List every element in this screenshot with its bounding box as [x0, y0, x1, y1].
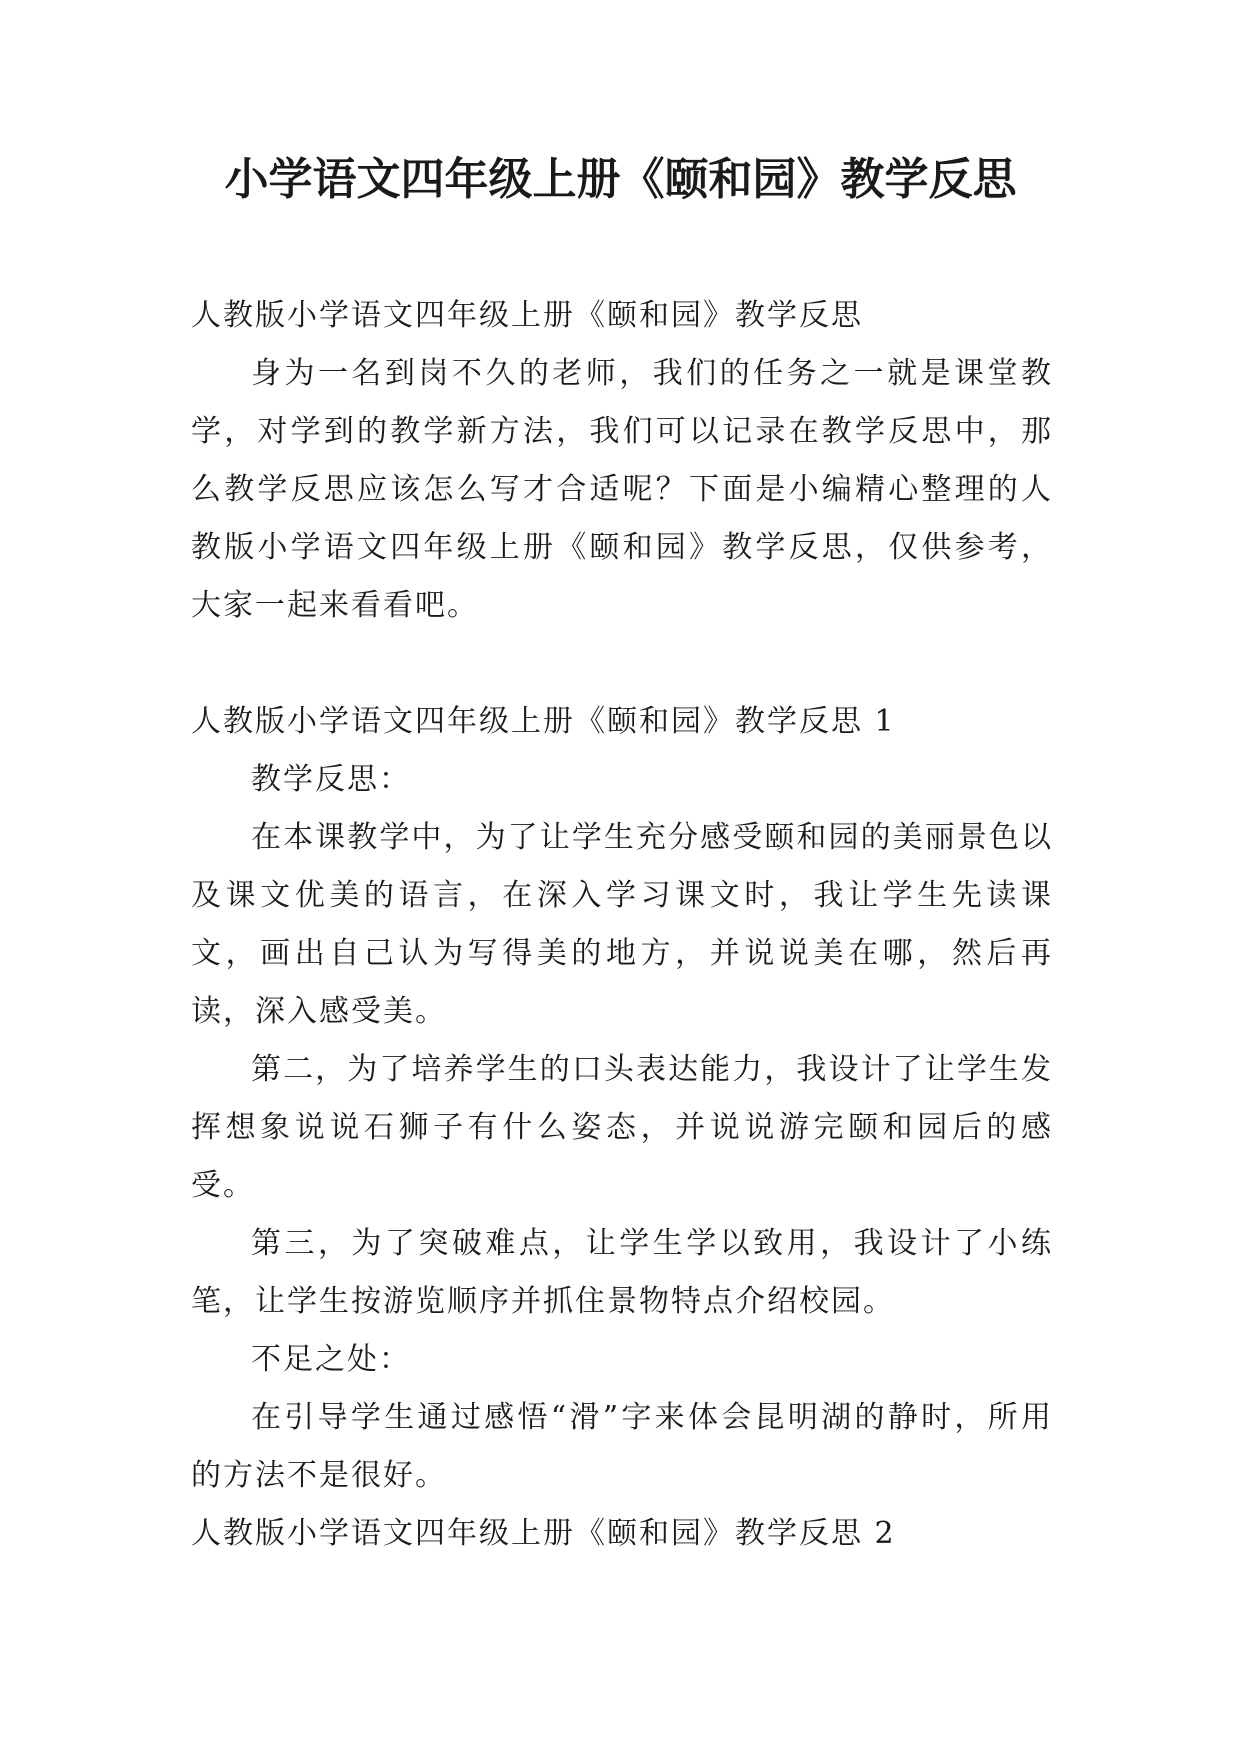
reflection-label: 教学反思： [251, 762, 411, 797]
shortcoming-paragraph: 在引导学生通过感悟“滑”字来体会昆明湖的静时，所用的方法不是很好。 [191, 1400, 1053, 1493]
body-paragraph: 第二，为了培养学生的口头表达能力，我设计了让学生发挥想象说说石狮子有什么姿态，并说说游完颐和园后的感受。 [191, 1052, 1053, 1203]
body-paragraph: 第三，为了突破难点，让学生学以致用，我设计了小练笔，让学生按游览顺序并抓住景物特点介绍校园。 [191, 1226, 1053, 1319]
document-title: 小学语文四年级上册《颐和园》教学反思 [224, 154, 1017, 205]
intro-heading: 人教版小学语文四年级上册《颐和园》教学反思 [191, 298, 863, 333]
body-paragraph: 在本课教学中，为了让学生充分感受颐和园的美丽景色以及课文优美的语言，在深入学习课文时，我让学生先读课文，画出自己认为写得美的地方，并说说美在哪，然后再读，深入感受美。 [191, 820, 1053, 1029]
document-body [191, 287, 1053, 1563]
intro-paragraph: 身为一名到岗不久的老师，我们的任务之一就是课堂教学，对学到的教学新方法，我们可以记录在教学反思中，那么教学反思应该怎么写才合适呢？下面是小编精心整理的人教版小学语文四年级上册《颐和园》教学反思，仅供参考，大家一起来看看吧。 [191, 356, 1053, 623]
section2-heading: 人教版小学语文四年级上册《颐和园》教学反思 2 [191, 1516, 896, 1551]
shortcoming-label: 不足之处： [251, 1342, 411, 1377]
section1-heading: 人教版小学语文四年级上册《颐和园》教学反思 1 [191, 704, 896, 739]
section-spacer [191, 635, 1053, 693]
